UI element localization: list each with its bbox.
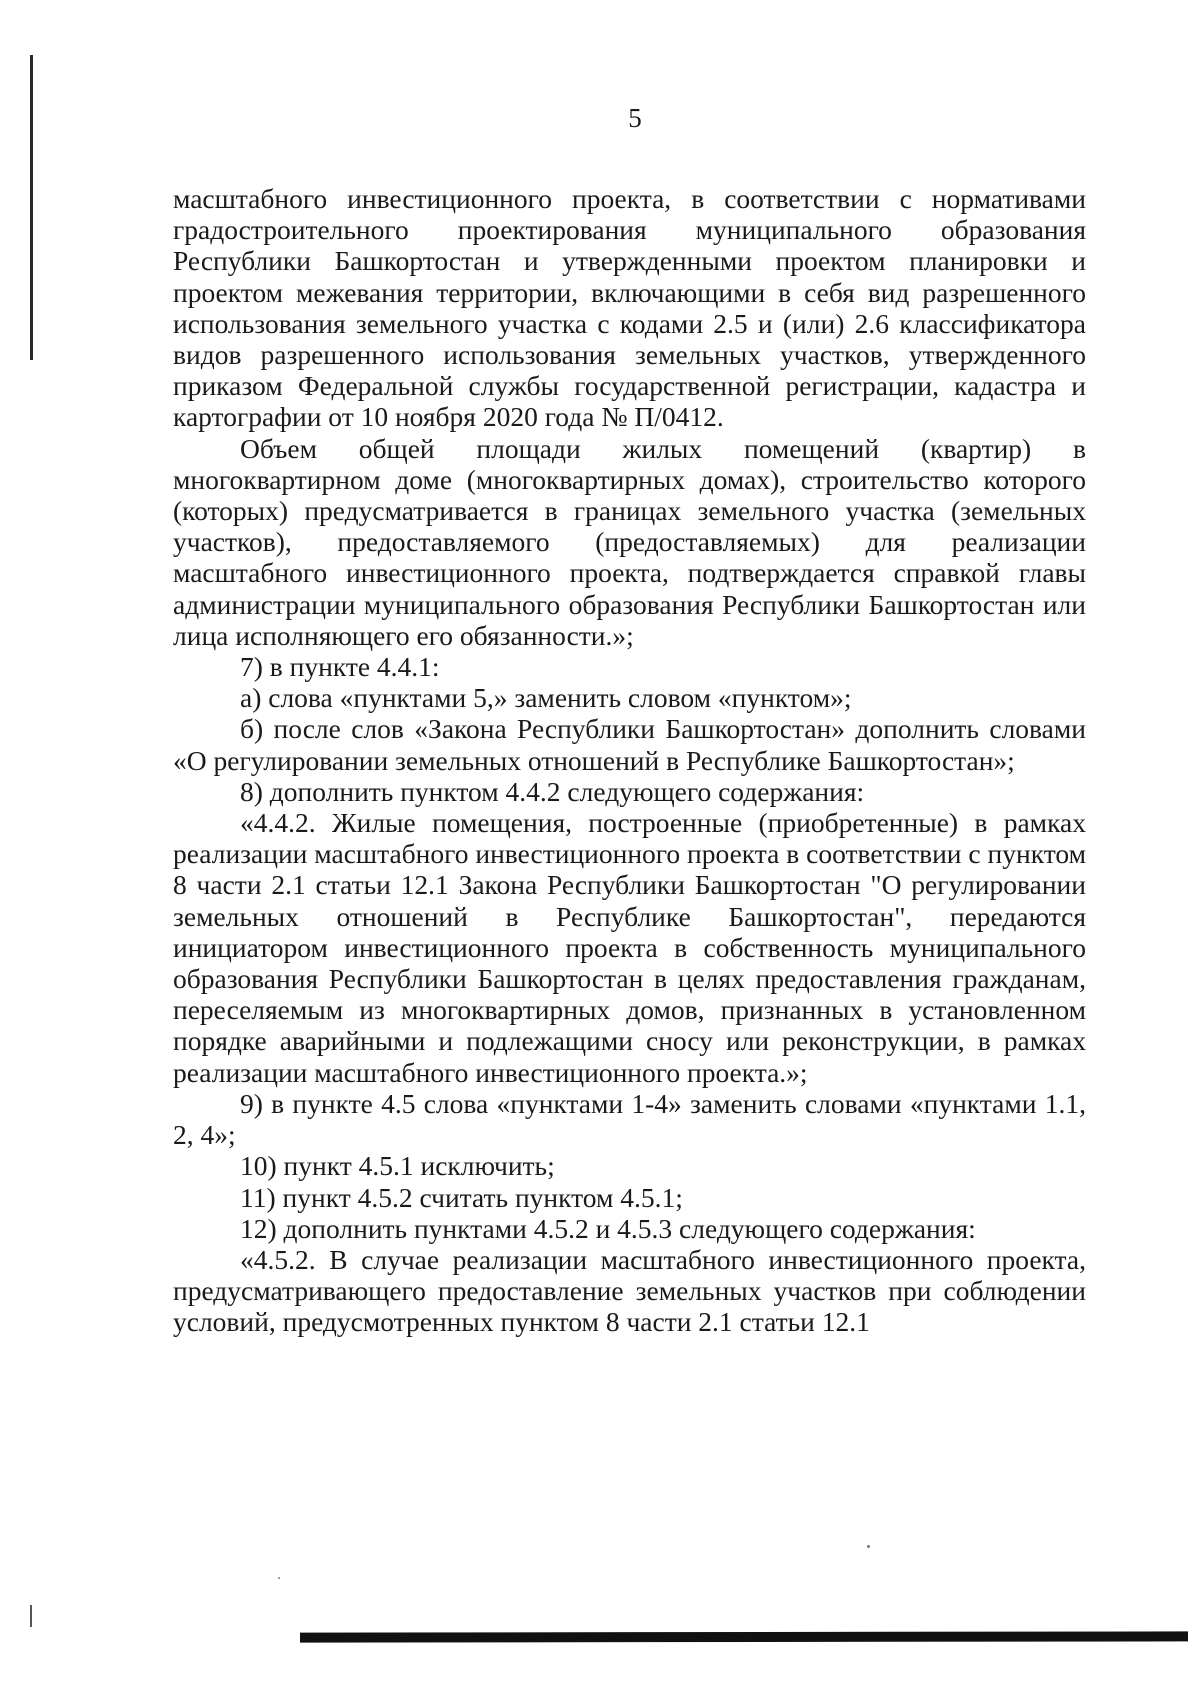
paragraph: масштабного инвестиционного проекта, в соответствии с нормативами градостроительного проектирования муниципального образования Республики Башкортостан и утвержденными проектом планировки и проектом межевания территории, включающими в себя вид разрешенного использования земельного участка с кодами 2.5 и (или) 2.6 классификатора видов разрешенного использования земельных участков, утвержденного приказом Федеральной службы государственной регистрации, кадастра и картографии от 10 ноября 2020 года № П/0412. xyxy=(173,183,1086,433)
paragraph: б) после слов «Закона Республики Башкортостан» дополнить словами «О регулировании земельных отношений в Республике Башкортостан»; xyxy=(173,713,1086,776)
paragraph: 9) в пункте 4.5 слова «пунктами 1-4» заменить словами «пунктами 1.1, 2, 4»; xyxy=(173,1087,1086,1151)
paragraph: 7) в пункте 4.4.1: xyxy=(240,651,440,683)
paragraph: «4.5.2. В случае реализации масштабного инвестиционного проекта, предусматривающего предоставление земельных участков при соблюдении условий, предусмотренных пунктом 8 части 2.1 статьи 12.1 xyxy=(173,1243,1086,1338)
scan-edge-artifact xyxy=(30,55,33,360)
paragraph: 8) дополнить пунктом 4.4.2 следующего содержания: xyxy=(240,775,865,807)
paragraph: а) слова «пунктами 5,» заменить словом «пунктом»; xyxy=(240,682,852,714)
document-body xyxy=(173,183,1086,1338)
scan-speck xyxy=(867,1545,870,1548)
paragraph: 11) пункт 4.5.2 считать пунктом 4.5.1; xyxy=(240,1181,683,1213)
paragraph: 12) дополнить пунктами 4.5.2 и 4.5.3 следующего содержания: xyxy=(240,1212,976,1244)
scan-speck xyxy=(278,1577,280,1579)
scan-edge-artifact xyxy=(30,1605,32,1627)
scan-bottom-rule xyxy=(300,1631,1188,1642)
paragraph: 10) пункт 4.5.1 исключить; xyxy=(240,1150,555,1182)
paragraph: Объем общей площади жилых помещений (квартир) в многоквартирном доме (многоквартирных домах), строительство которого (которых) предусматривается в границах земельного участка (земельных участков), предоставляемого (предоставляемых) для реализации масштабного инвестиционного проекта, подтверждается справкой главы администрации муниципального образования Республики Башкортостан или лица исполняющего его обязанности.»; xyxy=(173,432,1086,651)
paragraph: «4.4.2. Жилые помещения, построенные (приобретенные) в рамках реализации масштабного инвестиционного проекта в соответствии с пунктом 8 части 2.1 статьи 12.1 Закона Республики Башкортостан "О регулировании земельных отношений в Республике Башкортостан", передаются инициатором инвестиционного проекта в собственность муниципального образования Республики Башкортостан в целях предоставления гражданам, переселяемым из многоквартирных домов, признанных в установленном порядке аварийными и подлежащими сносу или реконструкции, в рамках реализации масштабного инвестиционного проекта.»; xyxy=(173,807,1086,1088)
page-number: 5 xyxy=(628,103,642,133)
